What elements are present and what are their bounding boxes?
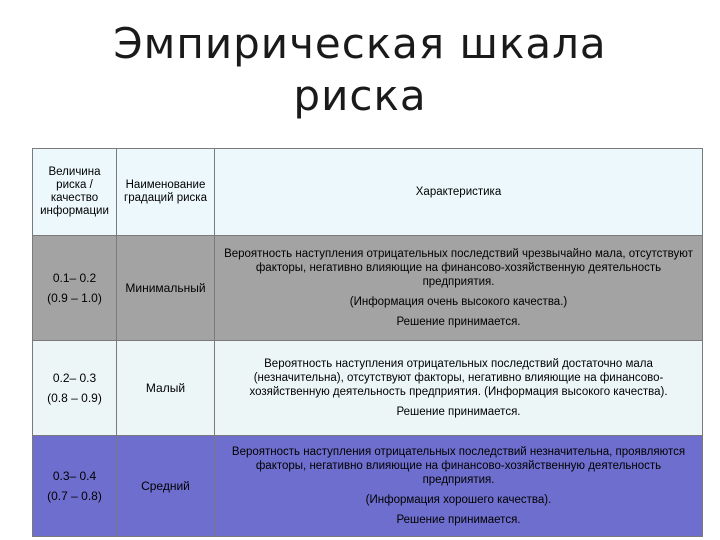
characteristic-cell — [215, 436, 703, 537]
characteristic-cell — [215, 341, 703, 436]
table-row-small — [33, 341, 703, 436]
decision-text: Решение принимается. — [396, 316, 521, 328]
table-row-medium — [33, 436, 703, 537]
risk-range: 0.1– 0.2 — [52, 271, 97, 285]
header-risk-value: Величина риска / качество информации — [33, 149, 117, 236]
header-characteristic: Характеристика — [215, 149, 703, 236]
characteristic-text: Вероятность наступления отрицательных последствий чрезвычайно мала, отсутствуют факторы, негативно влияющие на финансово-хозяйственную деятельность предприятия. — [224, 248, 693, 288]
risk-grade-cell: Минимальный — [117, 236, 215, 341]
table-row-minimal — [33, 236, 703, 341]
info-quality-range: (0.9 – 1.0) — [47, 291, 102, 305]
decision-text: Решение принимается. — [396, 514, 521, 526]
risk-range: 0.2– 0.3 — [52, 371, 97, 385]
slide-title — [0, 18, 720, 122]
risk-value-cell — [33, 341, 117, 436]
info-quality-range: (0.7 – 0.8) — [47, 489, 102, 503]
risk-scale-table — [32, 148, 703, 537]
info-quality-range: (0.8 – 0.9) — [47, 391, 102, 405]
info-quality-note: (Информация очень высокого качества.) — [349, 296, 568, 308]
info-quality-note: (Информация хорошего качества). — [365, 494, 552, 506]
risk-range: 0.3– 0.4 — [52, 469, 97, 483]
characteristic-text: Вероятность наступления отрицательных последствий достаточно мала (незначительна), отсутствуют факторы, негативно влияющие на финансово-хозяйственную деятельность предприятия. (Информация высокого качества). — [249, 358, 668, 398]
header-risk-grade: Наименование градаций риска — [117, 149, 215, 236]
table-header-row — [33, 149, 703, 236]
characteristic-cell — [215, 236, 703, 341]
risk-value-cell — [33, 236, 117, 341]
characteristic-text: Вероятность наступления отрицательных последствий незначительна, проявляются факторы, негативно влияющие на финансово-хозяйственную деятельность предприятия. — [231, 446, 686, 486]
risk-value-cell — [33, 436, 117, 537]
decision-text: Решение принимается. — [396, 406, 521, 418]
risk-grade-cell: Малый — [117, 341, 215, 436]
risk-grade-cell: Средний — [117, 436, 215, 537]
slide-title-line-2: риска — [293, 71, 427, 120]
slide-title-line-1: Эмпирическая шкала — [113, 19, 607, 68]
